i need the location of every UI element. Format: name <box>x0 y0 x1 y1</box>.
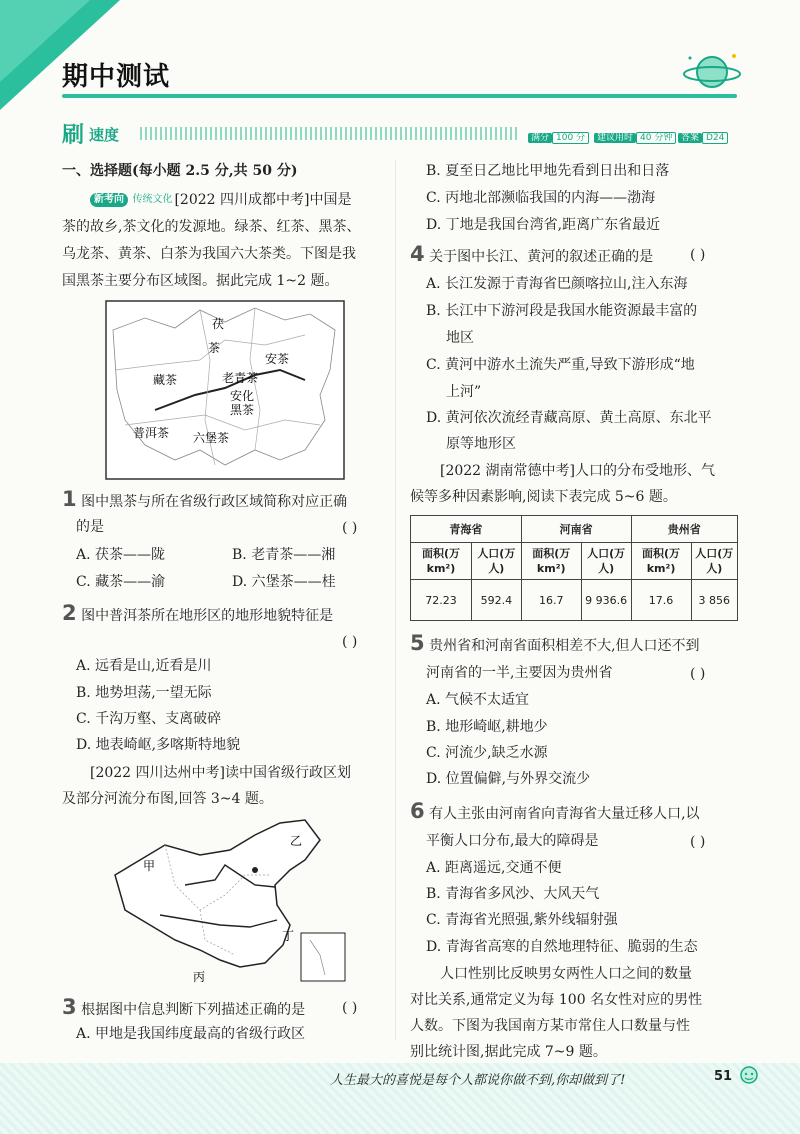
q1-option-a[interactable]: A. 茯茶——陇 <box>76 547 166 563</box>
table-subheader-area: 面积(万 km²) <box>521 543 581 580</box>
intro1-line-1: 茶的故乡,茶文化的发源地。绿茶、红茶、黑茶、 <box>62 219 361 235</box>
q3-option-c[interactable]: C. 丙地北部濒临我国的内海——渤海 <box>426 190 656 206</box>
page-title: 期中测试 <box>62 62 171 92</box>
tag-answer: 答案 D24 <box>678 132 728 145</box>
q3-answer-blank[interactable]: ( ) <box>342 1000 358 1016</box>
table-header-henan: 河南省 <box>521 516 631 543</box>
q3-line-0: 3 根据图中信息判断下列描述正确的是 <box>62 995 306 1019</box>
map1-label-1: 茶 <box>208 341 221 355</box>
q4-option-b-cont: 地区 <box>446 330 474 346</box>
q1-answer-blank[interactable]: ( ) <box>342 520 358 536</box>
q2-answer-blank[interactable]: ( ) <box>342 634 358 650</box>
intro2-line-1: 及部分河流分布图,回答 3~4 题。 <box>62 791 273 807</box>
intro1-line-0: 新考向 传统文化 [2022 四川成都中考]中国是 <box>90 187 351 213</box>
q6-option-c[interactable]: C. 青海省光照强,紫外线辐射强 <box>426 912 618 928</box>
intro3-line-0: [2022 湖南常德中考]人口的分布受地形、气 <box>440 463 716 479</box>
new-direction-badge: 新考向 <box>90 193 128 207</box>
table-cell: 592.4 <box>471 580 521 621</box>
q6-option-b[interactable]: B. 青海省多风沙、大风天气 <box>426 886 600 902</box>
mascot-icon <box>738 1064 760 1086</box>
section-label-sudu: 速度 <box>89 126 120 144</box>
q5-line-1: 河南省的一半,主要因为贵州省 <box>426 665 613 681</box>
q3-option-d[interactable]: D. 丁地是我国台湾省,距离广东省最近 <box>426 217 661 233</box>
map1-label-6: 黑茶 <box>230 403 255 417</box>
table-subheader-area: 面积(万 km²) <box>411 543 472 580</box>
q5-line-0: 5 贵州省和河南省面积相差不大,但人口还不到 <box>410 631 700 655</box>
map1-label-3: 藏茶 <box>153 373 178 387</box>
q4-option-c[interactable]: C. 黄河中游水土流失严重,导致下游形成“地 <box>426 357 695 373</box>
china-province-map <box>105 815 350 985</box>
map1-label-0: 茯 <box>212 317 225 331</box>
q4-option-a[interactable]: A. 长江发源于青海省巴颜喀拉山,注入东海 <box>426 276 688 292</box>
q2-option-c[interactable]: C. 千沟万壑、支离破碎 <box>76 711 222 727</box>
map1-label-7: 普洱茶 <box>133 426 170 440</box>
culture-tag: 传统文化 <box>132 194 173 205</box>
table-cell: 3 856 <box>691 580 737 621</box>
intro1-line-3: 国黑茶主要分布区域图。据此完成 1~2 题。 <box>62 273 339 289</box>
tag-time: 建议用时 40 分钟 <box>594 132 676 145</box>
map2-label-2: 丙 <box>193 970 206 984</box>
section-label-shua: 刷 <box>62 123 85 148</box>
intro4-line-1: 对比关系,通常定义为每 100 名女性对应的男性 <box>410 992 703 1008</box>
q6-line-1: 平衡人口分布,最大的障碍是 <box>426 833 599 849</box>
table-subheader-pop: 人口(万人) <box>691 543 737 580</box>
intro4-line-3: 别比统计图,据此完成 7~9 题。 <box>410 1044 607 1060</box>
q4-option-b[interactable]: B. 长江中下游河段是我国水能资源最丰富的 <box>426 303 698 319</box>
title-underline <box>62 94 737 98</box>
q4-line-0: 4 关于图中长江、黄河的叙述正确的是 <box>410 242 654 266</box>
part1-heading: 一、选择题(每小题 2.5 分,共 50 分) <box>62 163 298 179</box>
q2-option-d[interactable]: D. 地表崎岖,多喀斯特地貌 <box>76 737 241 753</box>
section-stripes <box>140 127 520 140</box>
population-table <box>410 515 738 621</box>
table-subheader-pop: 人口(万人) <box>581 543 631 580</box>
q4-answer-blank[interactable]: ( ) <box>690 247 706 263</box>
q5-option-a[interactable]: A. 气候不太适宜 <box>426 692 530 708</box>
q6-option-a[interactable]: A. 距离遥远,交通不便 <box>426 860 562 876</box>
q3-option-a[interactable]: A. 甲地是我国纬度最高的省级行政区 <box>76 1026 306 1042</box>
q3-option-b[interactable]: B. 夏至日乙地比甲地先看到日出和日落 <box>426 163 670 179</box>
intro3-line-1: 候等多种因素影响,阅读下表完成 5~6 题。 <box>410 489 677 505</box>
map1-label-2: 安茶 <box>265 352 290 366</box>
planet-icon <box>680 48 744 94</box>
table-header-qinghai: 青海省 <box>411 516 522 543</box>
map1-label-4: 老青茶 <box>222 371 259 385</box>
page-number: 51 <box>714 1069 733 1084</box>
q1-option-d[interactable]: D. 六堡茶——桂 <box>232 574 336 590</box>
q6-option-d[interactable]: D. 青海省高寒的自然地理特征、脆弱的生态 <box>426 939 698 955</box>
column-divider <box>395 160 396 1040</box>
table-subheader-pop: 人口(万人) <box>471 543 521 580</box>
map1-label-5: 安化 <box>230 389 255 403</box>
q1-option-c[interactable]: C. 藏茶——渝 <box>76 574 166 590</box>
map2-label-1: 乙 <box>290 834 303 848</box>
table-subheader-area: 面积(万 km²) <box>631 543 691 580</box>
q4-option-d-cont: 原等地形区 <box>446 436 516 452</box>
q6-answer-blank[interactable]: ( ) <box>690 834 706 850</box>
q1-line-0: 1 图中黑茶与所在省级行政区域简称对应正确 <box>62 487 348 511</box>
q2-option-b[interactable]: B. 地势坦荡,一望无际 <box>76 685 212 701</box>
intro4-line-0: 人口性别比反映男女两性人口之间的数量 <box>440 966 692 982</box>
table-cell: 17.6 <box>631 580 691 621</box>
q2-option-a[interactable]: A. 远看是山,近看是川 <box>76 658 212 674</box>
tag-full-score: 满分 100 分 <box>528 132 589 145</box>
q2-line-0: 2 图中普洱茶所在地形区的地形地貌特征是 <box>62 601 334 625</box>
q1-option-b[interactable]: B. 老青茶——湘 <box>232 547 336 563</box>
table-cell: 9 936.6 <box>581 580 631 621</box>
map2-label-3: 丁 <box>282 929 295 943</box>
table-cell: 72.23 <box>411 580 472 621</box>
table-header-guizhou: 贵州省 <box>631 516 737 543</box>
footer-motto: 人生最大的喜悦是每个人都说你做不到,你却做到了! <box>330 1073 626 1088</box>
map1-label-8: 六堡茶 <box>193 431 230 445</box>
q5-option-b[interactable]: B. 地形崎岖,耕地少 <box>426 719 548 735</box>
intro2-line-0: [2022 四川达州中考]读中国省级行政区划 <box>90 765 352 781</box>
table-cell: 16.7 <box>521 580 581 621</box>
intro1-line-2: 乌龙茶、黄茶、白茶为我国六大茶类。下图是我 <box>62 246 356 262</box>
q4-option-c-cont: 上河” <box>446 384 482 400</box>
q5-answer-blank[interactable]: ( ) <box>690 666 706 682</box>
q1-line-1: 的是 <box>76 519 104 535</box>
intro4-line-2: 人数。下图为我国南方某市常住人口数量与性 <box>410 1018 690 1034</box>
black-tea-map <box>105 300 345 480</box>
q5-option-d[interactable]: D. 位置偏僻,与外界交流少 <box>426 771 591 787</box>
map2-label-0: 甲 <box>143 859 156 873</box>
q6-line-0: 6 有人主张由河南省向青海省大量迁移人口,以 <box>410 799 700 823</box>
q5-option-c[interactable]: C. 河流少,缺乏水源 <box>426 745 548 761</box>
q4-option-d[interactable]: D. 黄河依次流经青藏高原、黄土高原、东北平 <box>426 410 712 426</box>
